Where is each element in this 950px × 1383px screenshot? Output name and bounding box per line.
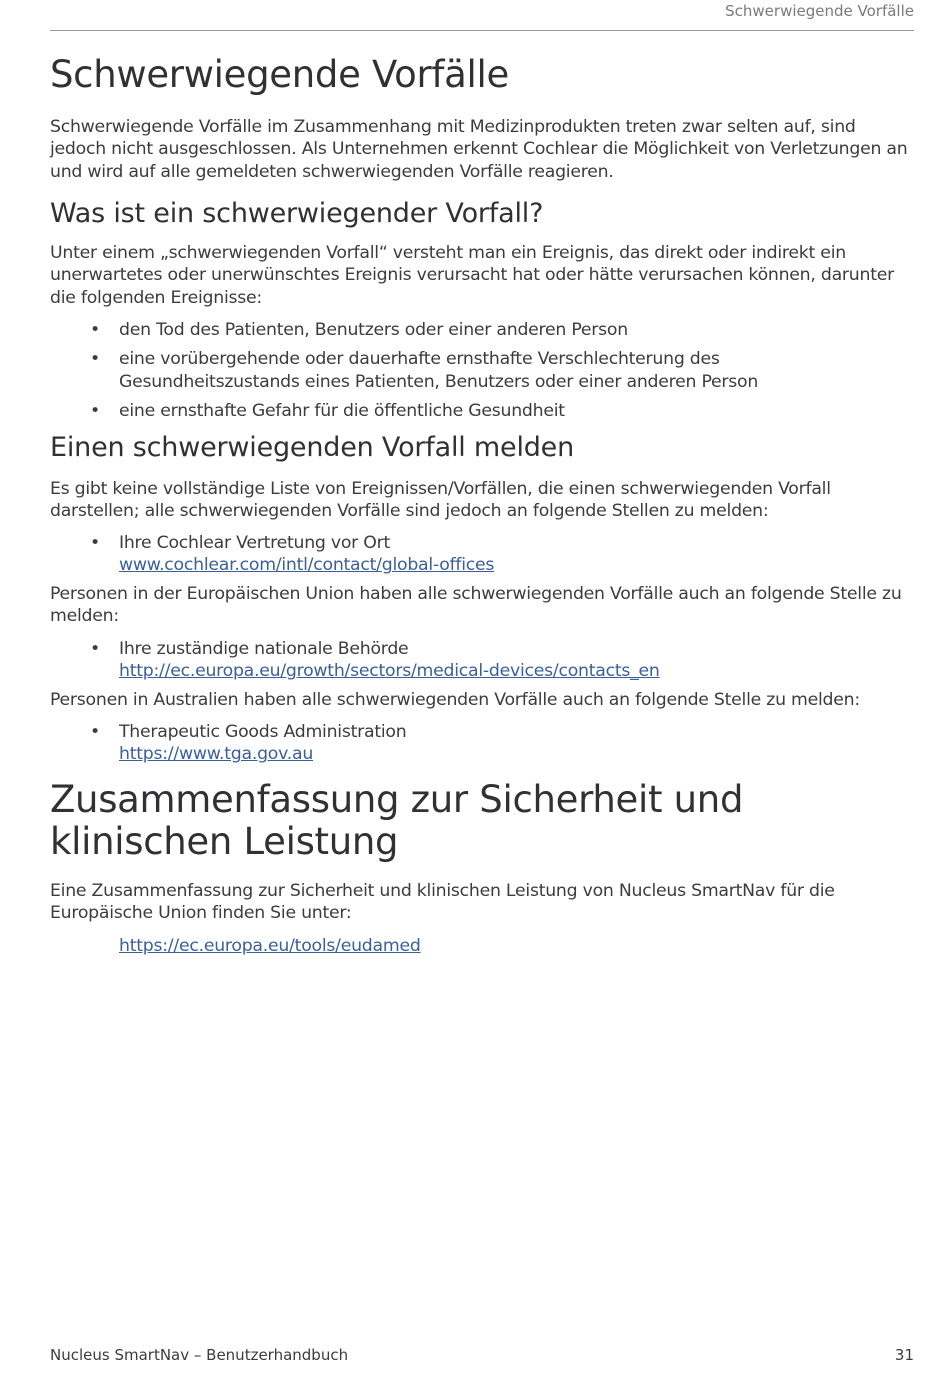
- section-title-what-is: Was ist ein schwerwiegender Vorfall?: [50, 198, 544, 229]
- section-intro-report: Es gibt keine vollständige Liste von Ereignissen/Vorfällen, die einen schwerwiegenden Vorfall darstellen; alle schwerwiegenden Vorfälle sind jedoch an folgende Stellen zu melden:: [50, 479, 831, 522]
- contact-label: Therapeutic Goods Administration: [119, 722, 407, 742]
- bullet-icon: •: [90, 349, 100, 370]
- bullet-icon: •: [90, 639, 100, 659]
- list-item: [50, 638, 914, 683]
- section-intro-serious-incidents: Schwerwiegende Vorfälle im Zusammenhang mit Medizinprodukten treten zwar selten auf, sind jedoch nicht ausgeschlossen. Als Unternehmen erkennt Cochlear die Möglichkeit von Verletzungen an und wird auf alle gemeldeten schwerwiegenden Vorfälle reagieren.: [50, 117, 908, 182]
- section-title-report: Einen schwerwiegenden Vorfall melden: [50, 432, 575, 463]
- global-offices-link[interactable]: www.cochlear.com/intl/contact/global-offices: [119, 555, 495, 576]
- eudamed-link[interactable]: https://ec.europa.eu/tools/eudamed: [119, 936, 421, 956]
- contact-list-eu: [50, 638, 914, 683]
- list-item: • eine ernsthafte Gefahr für die öffentliche Gesundheit: [90, 401, 565, 422]
- section-intro-summary: Eine Zusammenfassung zur Sicherheit und klinischen Leistung von Nucleus SmartNav für die Europäische Union finden Sie unter:: [50, 881, 835, 924]
- contact-list-au: [50, 721, 914, 766]
- bullet-icon: •: [90, 722, 100, 742]
- section-title-serious-incidents: Schwerwiegende Vorfälle: [50, 53, 509, 96]
- running-header: Schwerwiegende Vorfälle: [725, 2, 914, 20]
- bullet-icon: •: [90, 533, 100, 553]
- section-title-summary: Zusammenfassung zur Sicherheit und klinischen Leistung: [50, 778, 744, 863]
- bullet-icon: •: [90, 401, 100, 422]
- contact-label: Ihre Cochlear Vertretung vor Ort: [119, 533, 390, 553]
- list-item: [50, 532, 914, 577]
- list-item: • eine vorübergehende oder dauerhafte ernsthafte Verschlechterung des Gesundheitszustands eines Patienten, Benutzers oder einer anderen Person: [90, 349, 759, 392]
- contact-label: Ihre zuständige nationale Behörde: [119, 639, 409, 659]
- contact-list-local: [50, 532, 914, 577]
- eu-authority-link[interactable]: http://ec.europa.eu/growth/sectors/medical-devices/contacts_en: [119, 661, 660, 682]
- eu-report-text: Personen in der Europäischen Union haben alle schwerwiegenden Vorfälle auch an folgende Stelle zu melden:: [50, 584, 902, 627]
- page-number: 31: [894, 1346, 914, 1364]
- incident-list: [50, 319, 914, 423]
- list-item: [50, 721, 914, 766]
- eudamed-link-row: [119, 935, 421, 957]
- footer-doc-title: Nucleus SmartNav – Benutzerhandbuch: [50, 1346, 349, 1364]
- header-divider: [50, 30, 914, 31]
- list-item: • den Tod des Patienten, Benutzers oder einer anderen Person: [90, 320, 628, 340]
- section-intro-what-is: Unter einem „schwerwiegenden Vorfall“ versteht man ein Ereignis, das direkt oder indirekt ein unerwartetes oder unerwünschtes Ereignis verursacht hat oder hätte verursachen können, darunter die folgenden Ereignisse:: [50, 243, 894, 308]
- tga-link[interactable]: https://www.tga.gov.au: [119, 744, 314, 765]
- bullet-icon: •: [90, 320, 100, 340]
- au-report-text: Personen in Australien haben alle schwerwiegenden Vorfälle auch an folgende Stelle zu melden:: [50, 690, 860, 710]
